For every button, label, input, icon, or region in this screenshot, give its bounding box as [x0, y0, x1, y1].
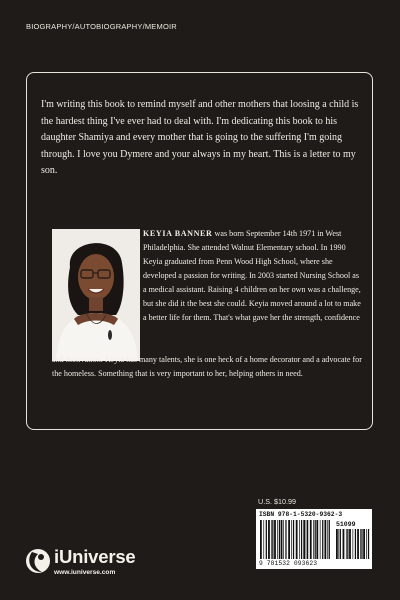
price-label: U.S. $10.99 — [258, 497, 296, 506]
publisher-logo — [24, 546, 164, 582]
iuniverse-swirl-icon — [24, 546, 52, 576]
isbn-barcode — [256, 509, 372, 569]
ean-digits: 9 781532 093623 — [259, 560, 318, 567]
publisher-name: iUniverse — [54, 546, 136, 567]
publisher-url: www.iuniverse.com — [54, 569, 116, 576]
price-code: 51099 — [336, 521, 356, 528]
author-photo — [52, 229, 140, 361]
author-bio-continued: and motivation. Keyia has many talents, she is one heck of a home decorator and a advocate for the homeless. Something that is very important to her, helping others in need. — [52, 355, 362, 378]
intro-paragraph: I'm writing this book to remind myself and other mothers that loosing a child is the hardest thing I've ever had to deal with. I'm dedicating this book to his daughter Shamiya and every mother that is going to the suffering I'm going through. I love you Dymere and your always in my heart. This is a letter to my son. — [41, 99, 359, 177]
author-bio — [143, 227, 363, 325]
isbn-text: ISBN 978-1-5320-9362-3 — [259, 511, 343, 518]
genre-label: BIOGRAPHY/AUTOBIOGRAPHY/MEMOIR — [26, 22, 177, 31]
author-name: KEYIA BANNER — [143, 229, 213, 238]
author-bio-text: was born September 14th 1971 in West Philadelphia. She attended Walnut Elementary school. In 1990 Keyia graduated from Penn Wood High School, where she developed a passion for writing. In 2003 started Nursing School as a medical assistant. Raising 4 children on her own was a challenge, but she did it the best she could. Keyia moved around a lot to make a better life for them. That's what gave her the strength, confidence — [143, 229, 361, 322]
